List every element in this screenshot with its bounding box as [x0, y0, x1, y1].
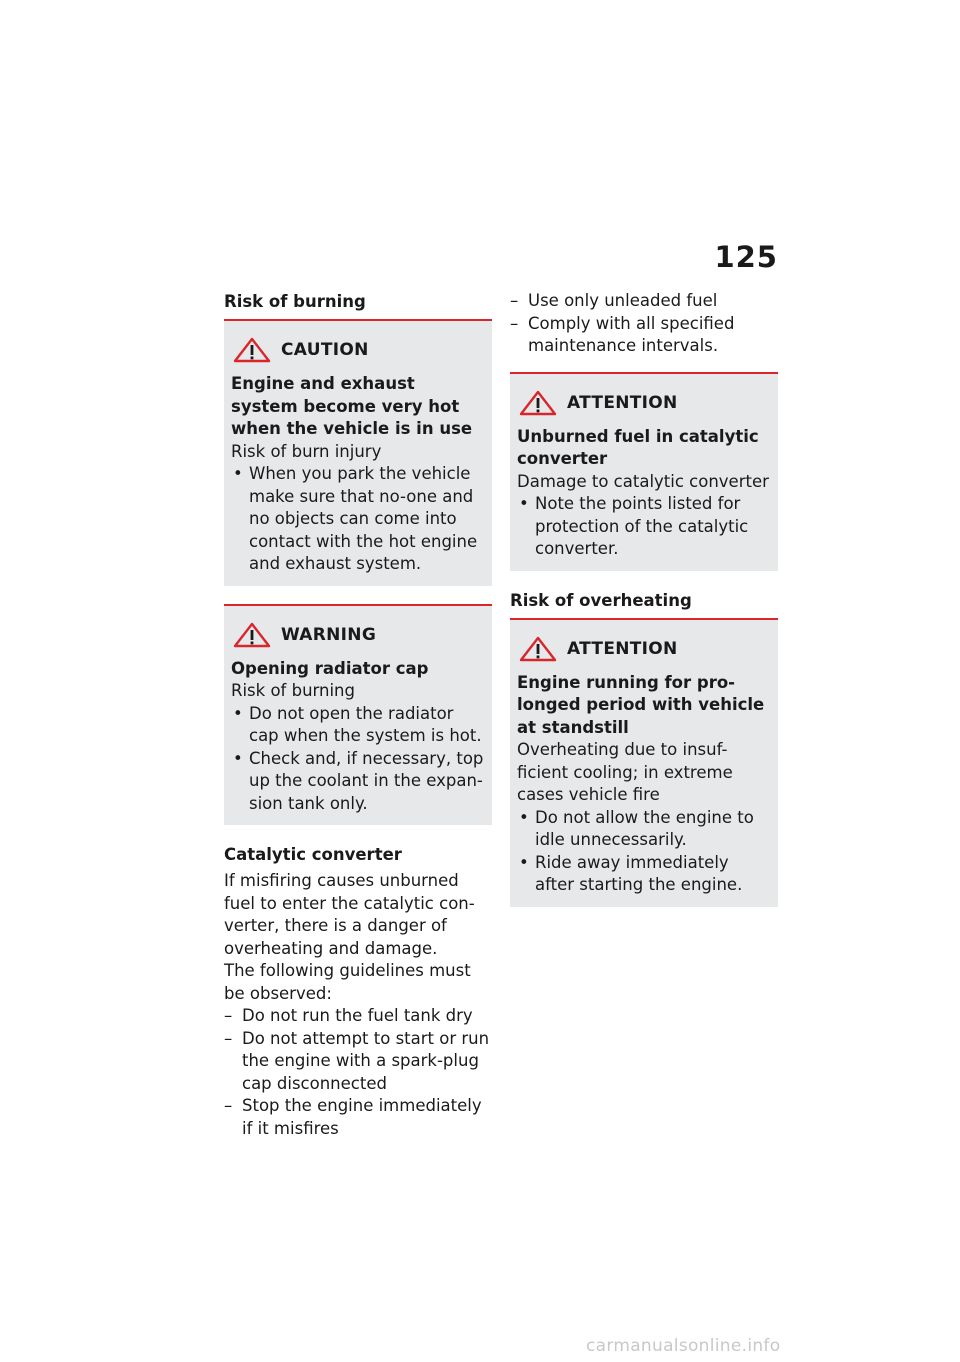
caution-box [224, 321, 492, 586]
list-item: – Do not run the fuel tank dry [224, 1005, 492, 1028]
attention-bullets [517, 493, 771, 561]
warning-title: Opening radiator cap [231, 658, 429, 678]
section-heading-catalytic-converter: Catalytic converter [224, 845, 402, 864]
right-column [510, 290, 778, 925]
warning-text: Risk of burning [231, 681, 355, 700]
attention-label: ATTENTION [567, 638, 678, 659]
section-heading-risk-of-burning: Risk of burning [224, 292, 366, 311]
attention-box-overheating [510, 620, 778, 907]
attention-header [517, 390, 771, 416]
attention-label: ATTENTION [567, 392, 678, 413]
caution-title: Engine and exhaust system become very hot when the vehicle is in use [231, 374, 473, 438]
list-item: • Ride away immediately after starting the engine. [517, 852, 771, 897]
list-item: • Note the points listed for protection of the catalytic converter. [517, 493, 771, 561]
caution-bullets [231, 463, 485, 576]
watermark: carmanualsonline.info [586, 1336, 781, 1356]
warning-bullets [231, 703, 485, 816]
list-item: • Do not allow the engine to idle unnecessarily. [517, 807, 771, 852]
warning-triangle-icon [519, 636, 557, 662]
list-item: • Do not open the radiator cap when the system is hot. [231, 703, 485, 748]
attention-text: Overheating due to insuf-ficient cooling; in extreme cases vehicle fire [517, 740, 733, 804]
warning-header [231, 622, 485, 648]
list-item: – Comply with all specified maintenance intervals. [510, 313, 778, 358]
warning-triangle-icon [233, 337, 271, 363]
warning-triangle-icon [519, 390, 557, 416]
warning-box [224, 606, 492, 826]
caution-text: Risk of burn injury [231, 441, 382, 461]
list-item: • Check and, if necessary, top up the coolant in the expan-sion tank only. [231, 748, 485, 816]
attention-text: Damage to catalytic converter [517, 471, 769, 491]
caution-header [231, 337, 485, 363]
catalytic-paragraph-2: The following guidelines must be observed: [224, 961, 471, 1003]
section-heading-risk-of-overheating: Risk of overheating [510, 590, 692, 610]
attention-header [517, 636, 771, 662]
page-number: 125 [714, 240, 778, 274]
list-item: – Do not attempt to start or run the engine with a spark-plug cap disconnected [224, 1028, 492, 1096]
attention-title: Unburned fuel in catalytic converter [517, 426, 759, 468]
warning-triangle-icon [233, 622, 271, 648]
catalytic-guidelines [224, 1005, 492, 1140]
caution-label: CAUTION [281, 340, 369, 360]
catalytic-paragraph-1: If misfiring causes unburned fuel to enter the catalytic con-verter, there is a danger of overheating and damage. [224, 871, 475, 958]
list-item: • When you park the vehicle make sure that no-one and no objects can come into contact with the hot engine and exhaust system. [231, 463, 485, 576]
attention-bullets [517, 807, 771, 897]
left-column [224, 290, 492, 1140]
list-item: – Use only unleaded fuel [510, 290, 778, 313]
warning-label: WARNING [281, 624, 377, 645]
catalytic-guidelines-continued [510, 290, 778, 358]
attention-title: Engine running for pro-longed period with vehicle at standstill [517, 672, 765, 737]
attention-box-catalytic [510, 374, 778, 571]
list-item: – Stop the engine immediately if it misfires [224, 1095, 492, 1140]
